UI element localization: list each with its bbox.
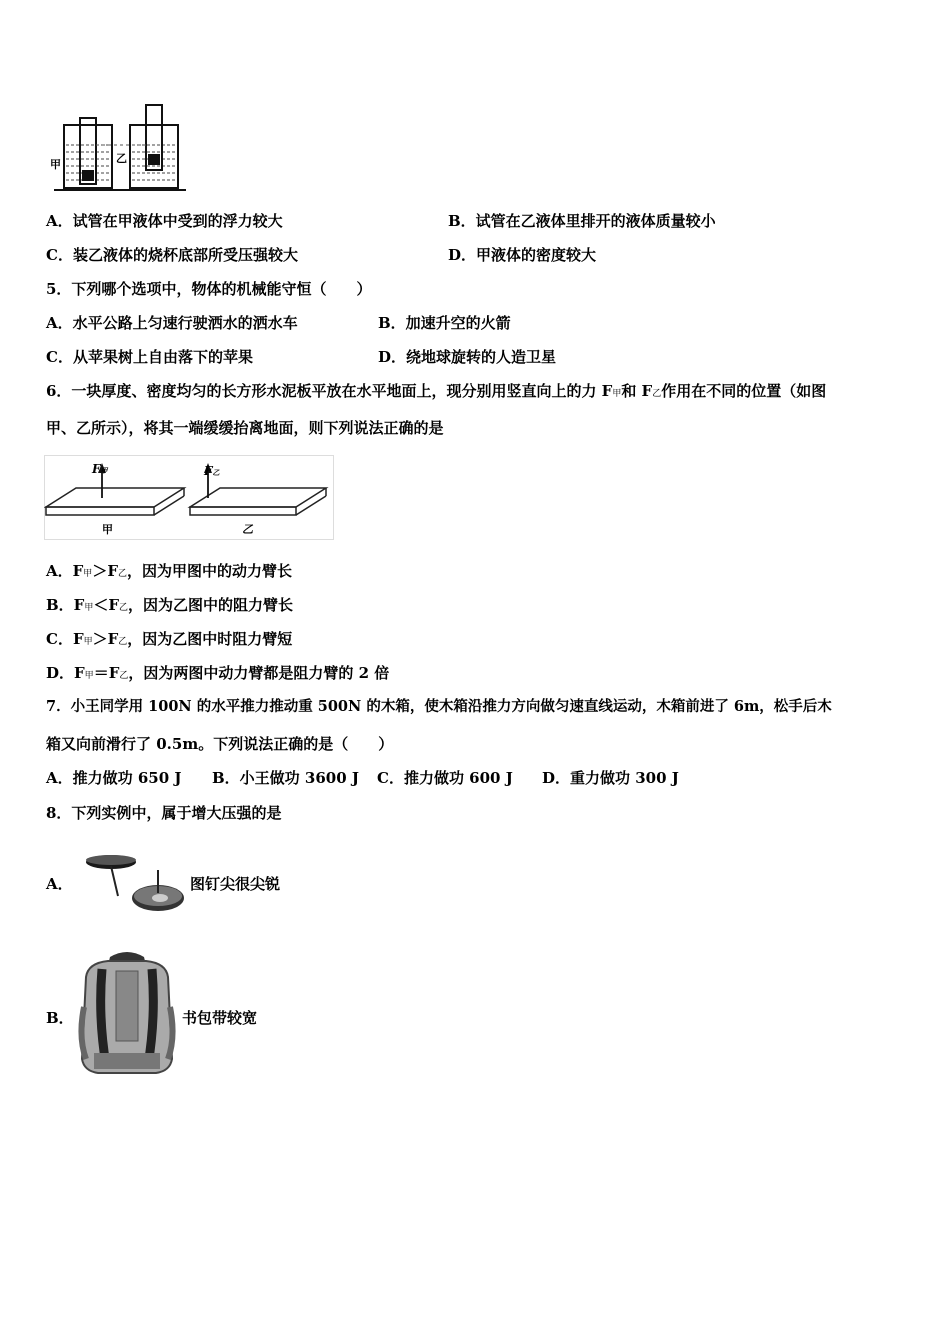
q5-option-a: A．水平公路上匀速行驶洒水的洒水车 [46, 314, 298, 332]
q4-beaker-figure [50, 100, 190, 195]
q6-f-jia-label: F甲 [92, 462, 108, 476]
q6-option-c: C．F甲＞F乙，因为乙图中时阻力臂短 [46, 630, 293, 648]
q6-stem-line2: 甲、乙所示），将其一端缓缓抬离地面，则下列说法正确的是 [46, 419, 444, 437]
q4-option-b: B．试管在乙液体里排开的液体质量较小 [448, 212, 716, 230]
q6-slab-figure [44, 455, 334, 540]
backpack-icon [72, 947, 182, 1077]
q5-stem: 5．下列哪个选项中，物体的机械能守恒（ ） [46, 280, 372, 298]
q4-figure-label-left: 甲 [50, 158, 61, 171]
q8-option-b-text: 书包带较宽 [182, 1009, 258, 1027]
q6-option-d: D．F甲＝F乙，因为两图中动力臂都是阻力臂的 2 倍 [46, 664, 390, 682]
q8-option-b-label: B． [46, 1009, 74, 1027]
q5-option-b: B．加速升空的火箭 [378, 314, 511, 332]
q4-option-c: C．装乙液体的烧杯底部所受压强较大 [46, 246, 298, 264]
q6-f-yi-label: F乙 [204, 464, 220, 478]
q7-option-b: B．小王做功 3600 J [212, 769, 359, 787]
thumbtack-icon [78, 848, 188, 923]
q7-option-a: A．推力做功 650 J [46, 769, 182, 787]
q5-option-d: D．绕地球旋转的人造卫星 [378, 348, 557, 366]
q7-option-d: D．重力做功 300 J [542, 769, 679, 787]
q6-caption-left: 甲 [102, 523, 113, 536]
q4-figure-label-right: 乙 [116, 152, 127, 165]
q7-option-c: C．推力做功 600 J [377, 769, 513, 787]
q8-stem: 8．下列实例中，属于增大压强的是 [46, 804, 282, 822]
q8-option-a-text: 图钉尖很尖锐 [190, 875, 281, 893]
q4-option-d: D．甲液体的密度较大 [448, 246, 597, 264]
q8-option-a-label: A． [46, 875, 73, 893]
q6-stem-line1: 6．一块厚度、密度均匀的长方形水泥板平放在水平地面上，现分别用竖直向上的力 F甲和 F乙作用在不同的位置（如图 [46, 382, 827, 400]
q7-stem-line1: 7．小王同学用 100N 的水平推力推动重 500N 的木箱，使木箱沿推力方向做匀速直线运动，木箱前进了 6m，松手后木 [46, 698, 832, 715]
q4-option-a: A．试管在甲液体中受到的浮力较大 [46, 212, 283, 230]
q7-stem-line2: 箱又向前滑行了 0.5m。下列说法正确的是（ ） [46, 735, 394, 753]
q6-option-a: A．F甲＞F乙，因为甲图中的动力臂长 [46, 562, 292, 580]
q6-option-b: B．F甲＜F乙，因为乙图中的阻力臂长 [46, 596, 294, 614]
q6-caption-right: 乙 [242, 523, 253, 536]
q5-option-c: C．从苹果树上自由落下的苹果 [46, 348, 253, 366]
